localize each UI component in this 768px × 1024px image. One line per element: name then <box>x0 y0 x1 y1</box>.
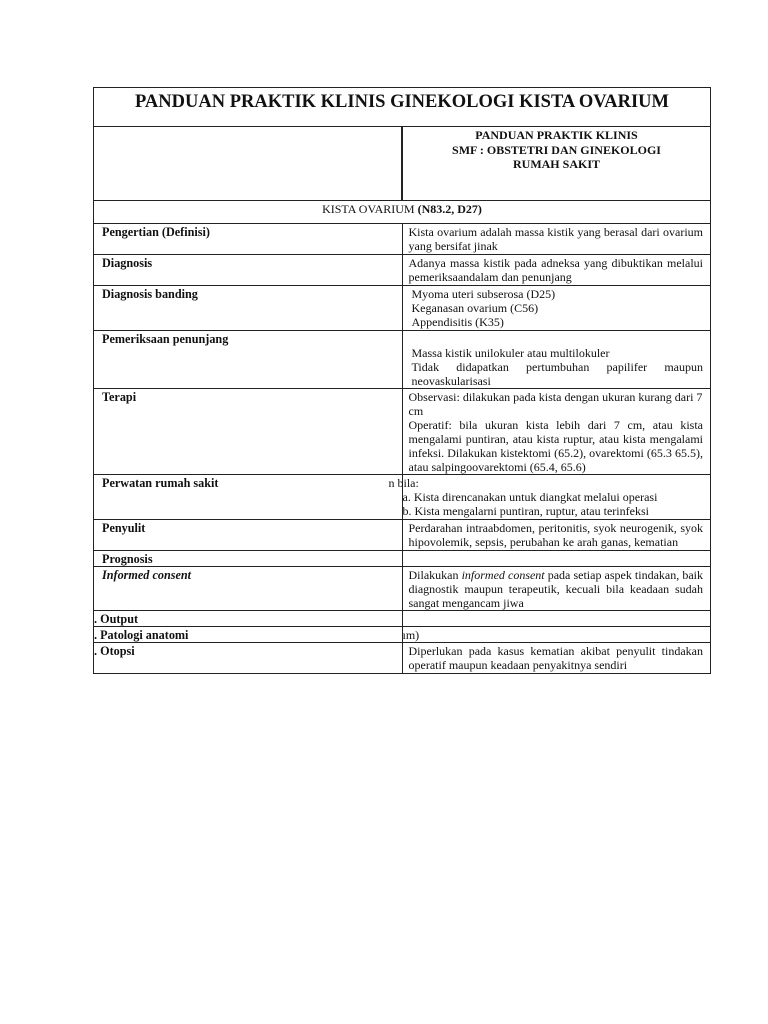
topic-codes: (N83.2, D27) <box>417 202 482 216</box>
label-prognosis: Prognosis <box>94 551 403 567</box>
label-pemeriksaan-penunjang: Pemeriksaan penunjang <box>94 331 403 389</box>
row-pengertian <box>94 224 711 255</box>
header-row <box>94 127 711 201</box>
label-informed-consent: Informed consent <box>94 567 403 611</box>
header-blank-cell <box>94 127 403 201</box>
title-row <box>94 88 711 127</box>
value-otopsi: Diperlukan pada kasus kematian akibat penyulit tindakan operatif maupun keadaan penyakitnya sendiri <box>402 643 711 674</box>
informed-pre: Dilakukan <box>408 568 462 582</box>
banding-item-3: Appendisitis (K35) <box>411 315 504 329</box>
row-otopsi <box>94 643 711 674</box>
label-otopsi: . Otopsi <box>94 643 403 674</box>
value-perawatan <box>388 475 711 520</box>
label-patologi-anatomi: . Patologi anatomi <box>94 627 403 643</box>
value-diagnosis: Adanya massa kistik pada adneksa yang dibuktikan melalui pemeriksaandalam dan penunjang <box>402 255 711 286</box>
row-pemeriksaan-penunjang <box>94 331 711 389</box>
header-info-cell <box>402 127 711 201</box>
informed-post: pada setiap aspek tindakan, baik diagnostik maupun terapeutik, kecuali bila keadaan sudah sangat mengancam jiwa <box>408 568 703 610</box>
topic-row <box>94 201 711 224</box>
perawatan-item-a: a. Kista direncanakan untuk diangkat melalui operasi <box>402 490 658 504</box>
value-output <box>402 611 711 627</box>
topic-name: KISTA OVARIUM <box>322 202 418 216</box>
label-penyulit: Penyulit <box>94 520 403 551</box>
value-terapi <box>402 389 711 475</box>
row-diagnosis-banding <box>94 286 711 331</box>
terapi-observasi: Observasi: dilakukan pada kista dengan ukuran kurang dari 7 cm <box>408 390 703 418</box>
row-informed-consent <box>94 567 711 611</box>
perawatan-lead: n bila: <box>388 476 419 490</box>
value-prognosis <box>402 551 711 567</box>
value-pengertian: Kista ovarium adalah massa kistik yang berasal dari ovarium yang bersifat jinak <box>402 224 711 255</box>
perawatan-item-b: b. Kista mengalarni puntiran, ruptur, atau terinfeksi <box>402 504 649 518</box>
label-pengertian: Pengertian (Definisi) <box>94 224 403 255</box>
document-title: PANDUAN PRAKTIK KLINIS GINEKOLOGI KISTA OVARIUM <box>94 88 711 127</box>
row-terapi <box>94 389 711 475</box>
row-perawatan <box>94 475 711 520</box>
value-diagnosis-banding <box>402 286 711 331</box>
label-diagnosis: Diagnosis <box>94 255 403 286</box>
informed-emphasis: informed consent <box>461 568 545 582</box>
guideline-table <box>93 87 711 674</box>
label-perawatan: Perwatan rumah sakit <box>94 475 403 520</box>
terapi-operatif: Operatif: bila ukuran kista lebih dari 7 cm, atau kista mengalami puntiran, atau kista ruptur, atau kista mengalami infeksi. Dilakukan kistektomi (65.2), ovarektomi (65.3 65.5), atau salpingoovarektomi (65.4, 65.6) <box>408 418 703 474</box>
row-diagnosis <box>94 255 711 286</box>
label-diagnosis-banding: Diagnosis banding <box>94 286 403 331</box>
header-line-2: SMF : OBSTETRI DAN GINEKOLOGI <box>452 142 661 157</box>
penunjang-item-1: Massa kistik unilokuler atau multilokuler <box>411 346 610 360</box>
value-pemeriksaan-penunjang <box>402 331 711 389</box>
label-output: . Output <box>94 611 403 627</box>
value-penyulit: Perdarahan intraabdomen, peritonitis, syok neurogenik, syok hipovolemik, sepsis, perubahan ke arah ganas, kematian <box>402 520 711 551</box>
row-prognosis <box>94 551 711 567</box>
topic-cell <box>94 201 711 224</box>
banding-item-2: Keganasan ovarium (C56) <box>411 301 539 315</box>
penunjang-item-2: Tidak didapatkan pertumbuhan papilifer maupun neovaskularisasi <box>411 360 703 388</box>
value-informed-consent <box>402 567 711 611</box>
row-penyulit <box>94 520 711 551</box>
header-line-3: RUMAH SAKIT <box>512 157 600 171</box>
clinical-guideline-document <box>93 87 711 674</box>
value-patologi-anatomi: ım) <box>402 627 711 643</box>
label-terapi: Terapi <box>94 389 403 475</box>
banding-item-1: Myoma uteri subserosa (D25) <box>411 287 556 301</box>
row-patologi-anatomi <box>94 627 711 643</box>
row-output <box>94 611 711 627</box>
header-line-1: PANDUAN PRAKTIK KLINIS <box>475 128 638 142</box>
